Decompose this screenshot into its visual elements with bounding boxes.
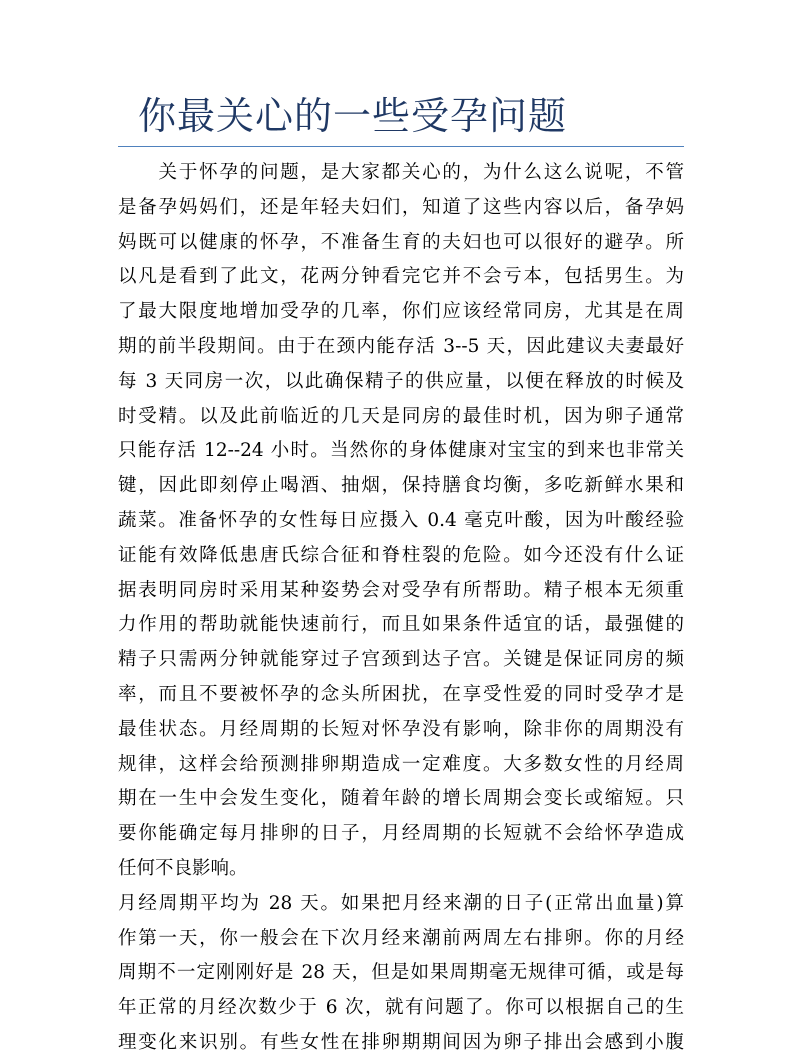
text-line: 期的前半段期间。由于在颈内能存活 3--5 天，因此建议夫妻最好 [118,335,684,357]
text-line: 时受精。以及此前临近的几天是同房的最佳时机，因为卵子通常 [118,405,684,427]
text-line: 据表明同房时采用某种姿势会对受孕有所帮助。精子根本无须重 [118,579,684,601]
text-line: 精子只需两分钟就能穿过子宫颈到达子宫。关键是保证同房的频 [118,649,684,671]
text-line: 周期不一定刚刚好是 28 天，但是如果周期毫无规律可循，或是每 [118,962,684,984]
text-line: 年正常的月经次数少于 6 次，就有问题了。你可以根据自己的生 [118,997,684,1019]
text-line: 理变化来识别。有些女性在排卵期期间因为卵子排出会感到小腹 [118,1031,684,1053]
text-line: 任何不良影响。 [118,857,248,879]
text-line: 只能存活 12--24 小时。当然你的身体健康对宝宝的到来也非常关 [118,440,684,462]
text-line: 要你能确定每月排卵的日子，月经周期的长短就不会给怀孕造成 [118,823,684,845]
text-line: 关于怀孕的问题，是大家都关心的，为什么这么说呢，不管 [118,162,684,183]
text-line: 期在一生中会发生变化，随着年龄的增长周期会变长或缩短。只 [118,788,684,810]
text-line: 率，而且不要被怀孕的念头所困扰，在享受性爱的同时受孕才是 [118,683,684,705]
text-line: 月经周期平均为 28 天。如果把月经来潮的日子(正常出血量)算 [118,892,684,914]
text-line: 以凡是看到了此文，花两分钟看完它并不会亏本，包括男生。为 [118,266,684,288]
text-line: 是备孕妈妈们，还是年轻夫妇们，知道了这些内容以后，备孕妈 [118,196,684,218]
text-line: 了最大限度地增加受孕的几率，你们应该经常同房，尤其是在周 [118,301,684,323]
text-line: 键，因此即刻停止喝酒、抽烟，保持膳食均衡，多吃新鲜水果和 [118,475,684,497]
title-underline [118,146,684,147]
text-line: 证能有效降低患唐氏综合征和脊柱裂的危险。如今还没有什么证 [118,544,684,566]
page-title: 你最关心的一些受孕问题 [138,94,568,138]
text-line: 作第一天，你一般会在下次月经来潮前两周左右排卵。你的月经 [118,927,684,949]
text-line: 妈既可以健康的怀孕，不准备生育的夫妇也可以很好的避孕。所 [118,231,684,253]
text-line: 蔬菜。准备怀孕的女性每日应摄入 0.4 毫克叶酸，因为叶酸经验 [118,509,684,531]
document-body [118,156,684,1061]
text-line: 规律，这样会给预测排卵期造成一定难度。大多数女性的月经周 [118,753,684,775]
text-line: 每 3 天同房一次，以此确保精子的供应量，以便在释放的时候及 [118,370,684,392]
text-line: 最佳状态。月经周期的长短对怀孕没有影响，除非你的周期没有 [118,718,684,740]
text-line: 力作用的帮助就能快速前行，而且如果条件适宜的话，最强健的 [118,614,684,636]
